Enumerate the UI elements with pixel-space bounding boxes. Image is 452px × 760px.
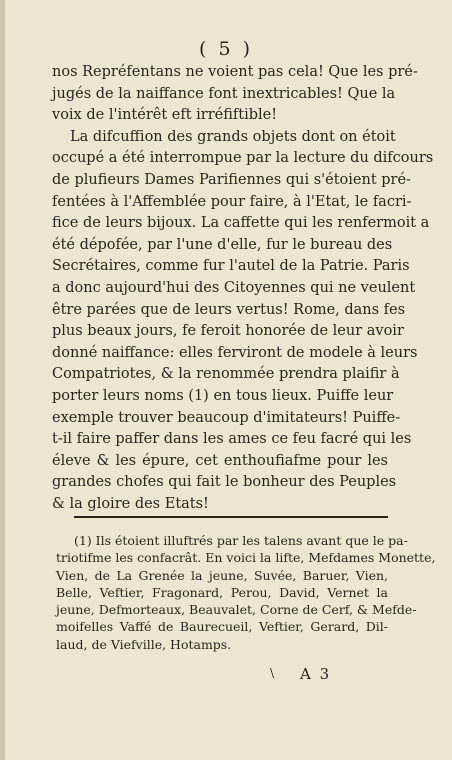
body-line: & la gloire des Etats! (52, 495, 209, 512)
body-line: occupé a été interrompue par la lecture du difcours (52, 150, 434, 167)
body-line: Secrétaires, comme fur l'autel de la Patrie. Paris (52, 258, 410, 275)
body-line: de plufieurs Dames Parifiennes qui s'étoient pré- (52, 171, 411, 188)
body-line: jugés de la naiffance font inextricables! Que la (52, 85, 396, 102)
footnote-line: (1) Ils étoient illuftrés par les talens avant que le pa- (74, 533, 408, 548)
body-line: La difcuffion des grands objets dont on étoit (70, 128, 396, 145)
page-edge-shadow (0, 0, 5, 760)
footnote-line: jeune, Defmorteaux, Beauvalet, Corne de Cerf, & Mefde- (56, 602, 417, 618)
catch-mark: \ (270, 666, 275, 680)
footnote-line: triotifme les confacrât. En voici la lifte, Mefdames Monette, (56, 550, 436, 566)
body-line: voix de l'intérêt eft irréfiftible! (52, 107, 278, 124)
footnote-line: laud, de Viefville, Hotamps. (56, 636, 232, 652)
body-line: a donc aujourd'hui des Citoyennes qui ne veulent (52, 279, 416, 296)
body-text (52, 62, 434, 515)
body-line: plus beaux jours, fe feroit honorée de leur avoir (52, 323, 404, 340)
body-line: fentées à l'Affemblée pour faire, à l'Etat, le facri- (52, 193, 412, 210)
footnote-line: Vien, de La Grenée la jeune, Suvée, Baruer, Vien, (56, 567, 388, 583)
signature-mark: A 3 (300, 665, 332, 683)
page-number: ( 5 ) (199, 38, 253, 60)
body-line: nos Repréfentans ne voient pas cela! Que les pré- (52, 64, 418, 80)
body-line: Compatriotes, & la renommée prendra plaifir à (52, 366, 400, 383)
footnote-line: Belle, Veftier, Fragonard, Perou, David, Vernet la (56, 584, 388, 600)
footnote (56, 532, 436, 653)
body-line: t-il faire paffer dans les ames ce feu facré qui les (52, 431, 412, 448)
body-line: fice de leurs bijoux. La caffette qui les renfermoit a (52, 215, 430, 232)
body-line: être parées que de leurs vertus! Rome, dans fes (52, 301, 406, 318)
body-line: exemple trouver beaucoup d'imitateurs! Puiffe- (52, 409, 401, 426)
body-line: donné naiffance: elles ferviront de modele à leurs (52, 344, 418, 361)
body-line: été dépofée, par l'une d'elle, fur le bureau des (52, 236, 393, 253)
body-line: porter leurs noms (1) en tous lieux. Puiffe leur (52, 387, 394, 404)
body-line: grandes chofes qui fait le bonheur des Peuples (52, 474, 397, 491)
footnote-rule (74, 516, 388, 518)
footnote-line: moifelles Vaffé de Baurecueil, Veftier, Gerard, Dil- (56, 619, 388, 635)
body-line: éleve & les épure, cet enthoufiafme pour les (52, 452, 388, 469)
